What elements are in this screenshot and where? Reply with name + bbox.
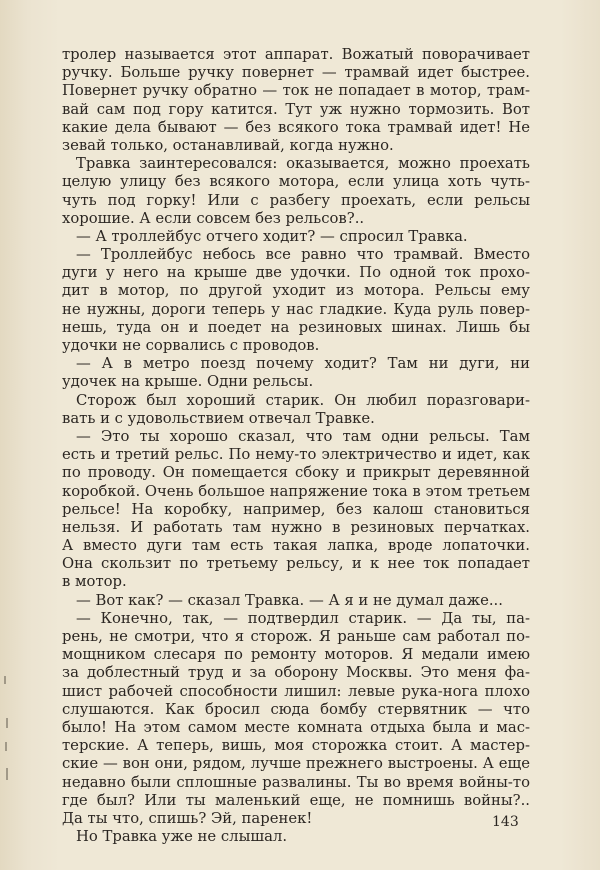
gutter-mark: [6, 718, 8, 728]
text-line: по проводу. Он помещается сбоку и прикрыт деревянной: [62, 464, 530, 482]
text-line: удочки не сорвались с проводов.: [62, 337, 320, 354]
text-line: за доблестный труд и за оборону Москвы. Это меня фа-: [62, 664, 530, 682]
page-number: 143: [492, 814, 519, 830]
text-line: вать и с удовольствием отвечал Травке.: [62, 409, 375, 427]
text-line: — Это ты хорошо сказал, что там одни рельсы. Там: [76, 427, 530, 445]
text-line: не нужны, дороги теперь у нас гладкие. Куда руль повер-: [62, 300, 530, 318]
text-line: Сторож был хороший старик. Он любил поразговари-: [76, 391, 530, 409]
text-line: тролер называется этот аппарат. Вожатый поворачивает: [62, 46, 530, 63]
text-line: дит в мотор, по другой уходит из мотора. Рельсы ему: [62, 282, 530, 300]
text-line: терские. А теперь, вишь, моя сторожка стоит. А мастер-: [62, 737, 530, 755]
text-line: рень, не смотри, что я сторож. Я раньше сам работал по-: [62, 628, 530, 645]
text-line: удочек на крыше. Одни рельсы.: [62, 373, 314, 391]
text-line: чуть под горку! Или с разбегу проехать, если рельсы: [62, 191, 530, 209]
text-line: — Троллейбус небось все равно что трамвай. Вместо: [76, 246, 530, 264]
text-line: есть и третий рельс. По нему-то электричество и идет, как: [62, 446, 530, 464]
text-line: было! На этом самом месте комната отдыха была и мас-: [62, 718, 530, 736]
text-line: А вместо дуги там есть такая лапка, вроде лопаточки.: [62, 537, 530, 555]
text-line: коробкой. Очень большое напряжение тока в этом третьем: [62, 482, 530, 500]
text-line: где был? Или ты маленький еще, не помнишь войны?..: [62, 791, 530, 809]
text-line: дуги у него на крыше две удочки. По одной ток прохо-: [62, 264, 530, 282]
gutter-mark: [6, 768, 8, 780]
text-line: целую улицу без всякого мотора, если улица хоть чуть-: [62, 173, 530, 191]
gutter-mark: [5, 742, 7, 751]
text-line: хорошие. А если совсем без рельсов?..: [62, 209, 365, 227]
text-line: слушаются. Как бросил сюда бомбу стервятник — что: [62, 700, 530, 718]
text-line: — А в метро поезд почему ходит? Там ни дуги, ни: [76, 355, 530, 373]
text-line: рельсе! На коробку, например, без калош становиться: [62, 500, 530, 518]
text-line: зевай только, останавливай, когда нужно.: [62, 136, 394, 154]
text-line: — Конечно, так, — подтвердил старик. — Да ты, па-: [76, 609, 530, 627]
text-line: нельзя. И работать там нужно в резиновых перчатках.: [62, 518, 530, 536]
text-line: вай сам под гору катится. Тут уж нужно тормозить. Вот: [62, 100, 530, 118]
text-line: Она скользит по третьему рельсу, и к нее ток попадает: [62, 555, 530, 573]
text-line: Но Травка уже не слышал.: [76, 828, 288, 846]
text-line: Да ты что, спишь? Эй, паренек!: [62, 809, 313, 827]
body-text: [62, 46, 530, 846]
text-line: — А троллейбус отчего ходит? — спросил Травка.: [76, 227, 468, 245]
text-line: ручку. Больше ручку повернет — трамвай идет быстрее.: [62, 64, 530, 82]
text-line: ские — вон они, рядом, лучше прежнего выстроены. А еще: [62, 755, 530, 773]
text-line: недавно были сплошные развалины. Ты во время войны-то: [62, 773, 530, 791]
gutter-mark: [4, 676, 6, 684]
text-line: мощником слесаря по ремонту моторов. Я медали имею: [62, 646, 530, 664]
text-line: нешь, туда он и поедет на резиновых шинах. Лишь бы: [62, 318, 530, 336]
text-line: какие дела бывают — без всякого тока трамвай идет! Не: [62, 118, 530, 136]
text-line: Повернет ручку обратно — ток не попадает в мотор, трам-: [62, 82, 530, 100]
text-line: — Вот как? — сказал Травка. — А я и не думал даже...: [76, 591, 503, 609]
text-line: шист рабочей способности лишил: левые рука-нога плохо: [62, 682, 530, 700]
text-line: в мотор.: [62, 573, 127, 591]
text-line: Травка заинтересовался: оказывается, можно проехать: [76, 155, 530, 173]
